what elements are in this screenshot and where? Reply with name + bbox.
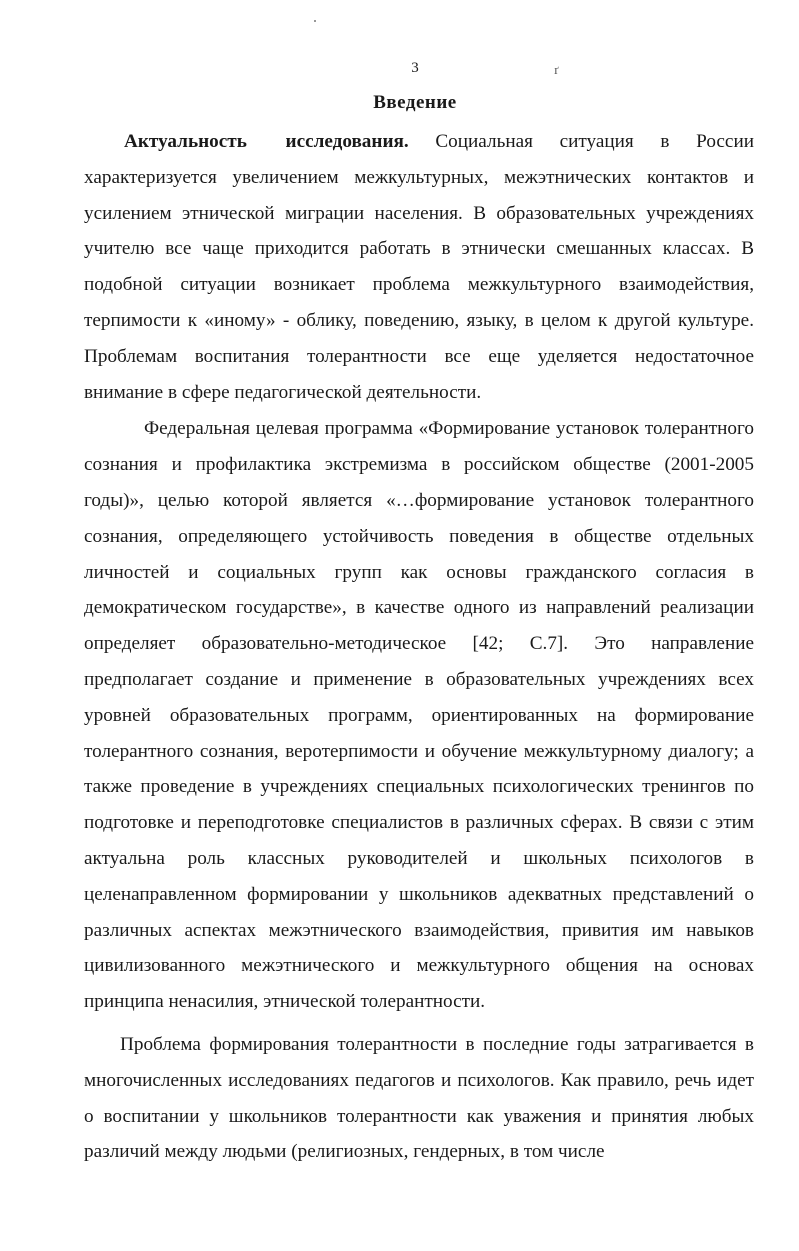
paragraph-lead: Актуальность исследования.	[124, 131, 409, 152]
body-text	[84, 124, 754, 1170]
scan-speck	[314, 20, 316, 22]
scan-mark: ґ	[554, 62, 559, 77]
paragraph-relevance	[84, 124, 754, 410]
paragraph-text: Социальная ситуация в России характеризуется увеличением межкультурных, межэтнических контактов и усилением этнической миграции населения. В образовательных учреждениях учителю все чаще приходится работать в этнически смешанных классах. В подобной ситуации возникает проблема межкультурного взаимодействия, терпимости к «иному» - облику, поведению, языку, в целом к другой культуре. Проблемам воспитания толерантности все еще уделяется недостаточное внимание в сфере педагогической деятельности.	[84, 131, 754, 403]
page-number: 3	[411, 60, 419, 76]
section-heading: Введение	[373, 92, 457, 113]
paragraph-tolerance-research: Проблема формирования толерантности в последние годы затрагивается в многочисленных исследованиях педагогов и психологов. Как правило, речь идет о воспитании у школьников толерантности как уважения и принятия любых различий между людьми (религиозных, гендерных, в том числе	[84, 1033, 754, 1163]
paragraph-federal-program: Федеральная целевая программа «Формирование установок толерантного сознания и профилактика экстремизма в российском обществе (2001-2005 годы)», целью которой является «…формирование установок толерантного сознания, определяющего устойчивость поведения в обществе отдельных личностей и социальных групп как основы гражданского согласия в демократическом государстве», в качестве одного из направлений реализации определяет образовательно-методическое [42; С.7]. Это направление предполагает создание и применение в образовательных учреждениях всех уровней образовательных программ, ориентированных на формирование толерантного сознания, веротерпимости и обучение межкультурному диалогу; а также проведение в учреждениях специальных психологических тренингов по подготовке и переподготовке специалистов в различных сферах. В связи с этим актуальна роль классных руководителей и школьных психологов в целенаправленном формировании у школьников адекватных представлений о различных аспектах межэтнического взаимодействия, привития им навыков цивилизованного межэтнического и межкультурного общения на основах принципа ненасилия, этнической толерантности.	[84, 418, 754, 1013]
